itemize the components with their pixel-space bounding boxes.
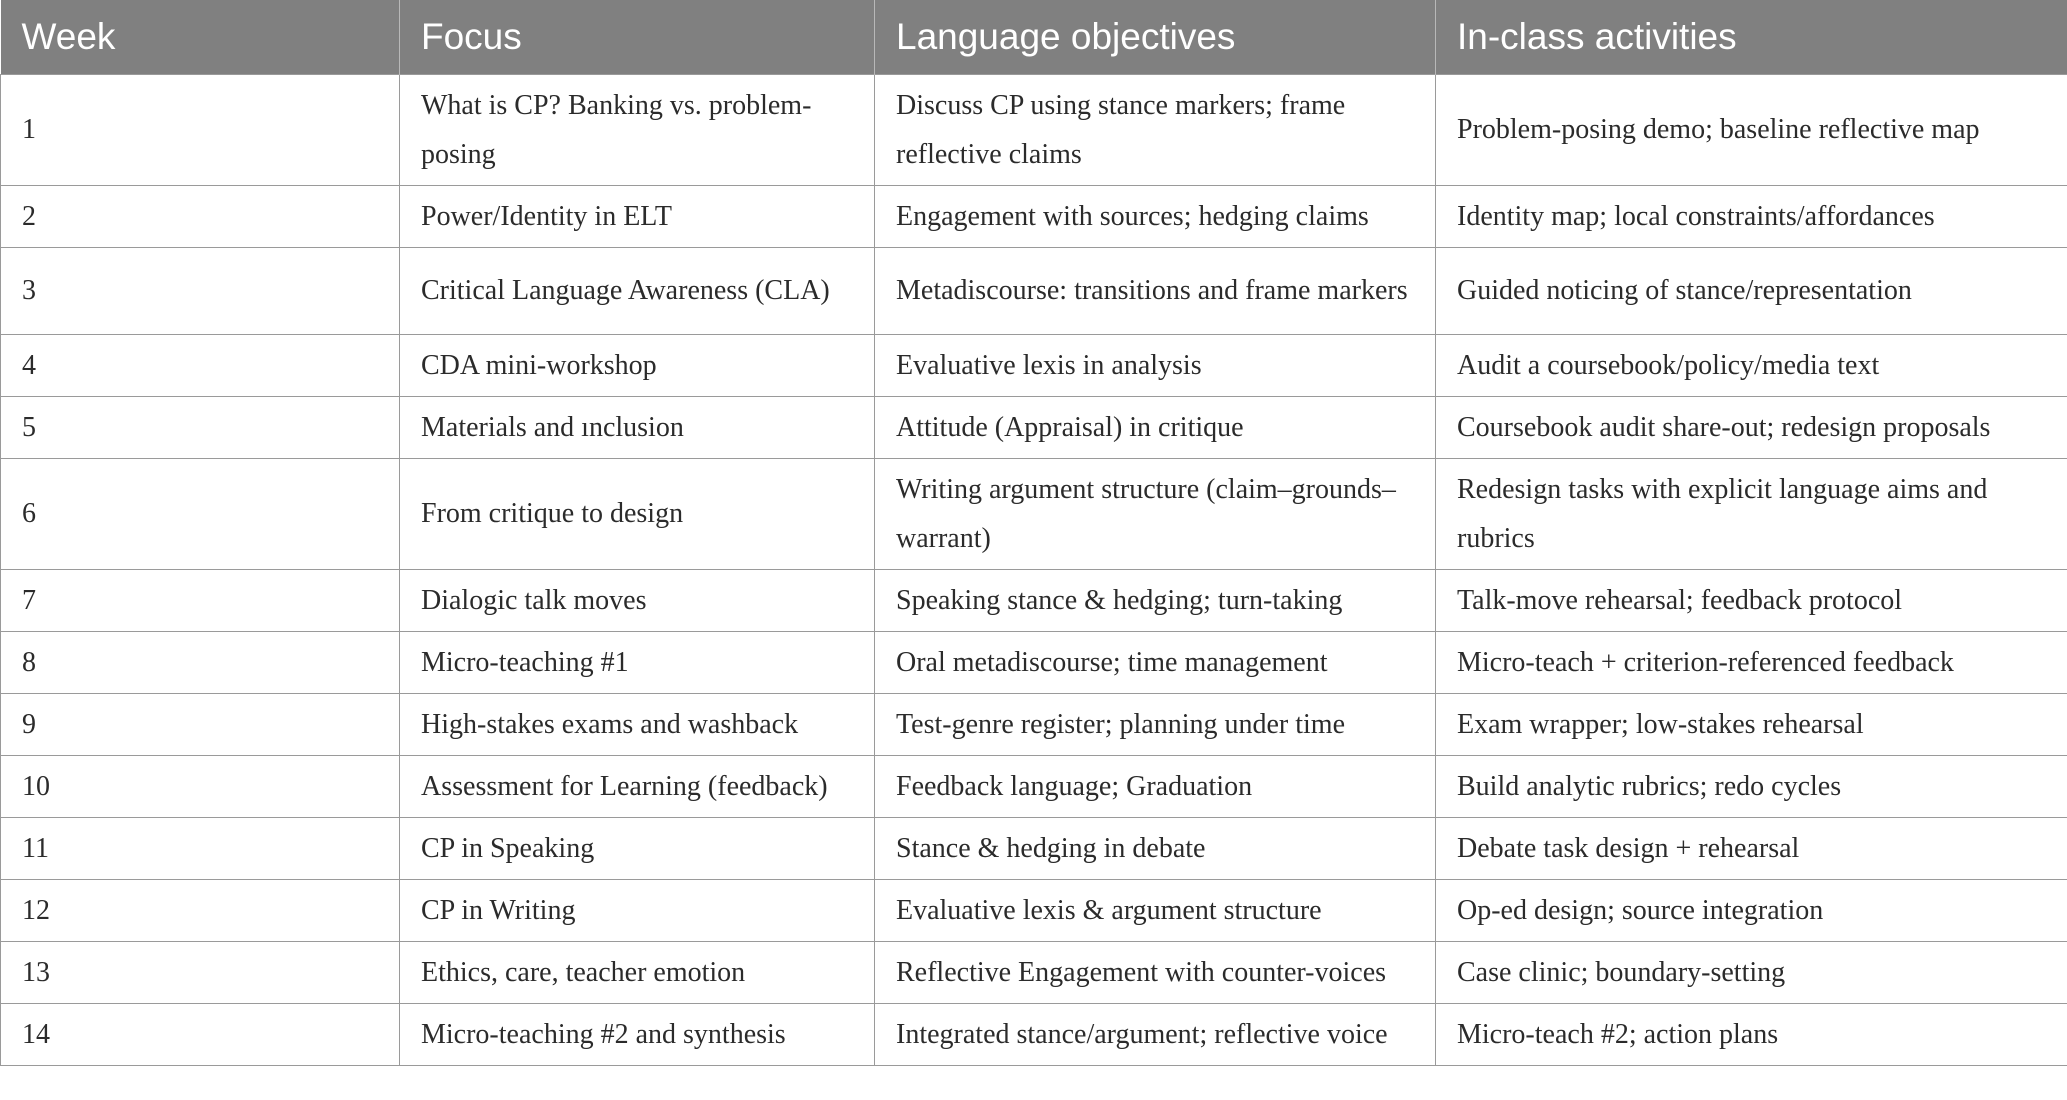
header-focus: Focus — [400, 0, 875, 74]
activities-cell: Identity map; local constraints/affordances — [1436, 185, 2067, 247]
objectives-cell: Speaking stance & hedging; turn-taking — [875, 569, 1436, 631]
week-cell: 2 — [1, 185, 400, 247]
activities-cell: Case clinic; boundary-setting — [1436, 941, 2067, 1003]
table-row — [1, 458, 2067, 569]
week-cell: 6 — [1, 458, 400, 569]
week-cell: 12 — [1, 879, 400, 941]
objectives-cell: Oral metadiscourse; time management — [875, 631, 1436, 693]
table-row — [1, 569, 2067, 631]
week-cell: 11 — [1, 817, 400, 879]
activities-cell: Exam wrapper; low-stakes rehearsal — [1436, 693, 2067, 755]
activities-cell: Op-ed design; source integration — [1436, 879, 2067, 941]
week-cell: 13 — [1, 941, 400, 1003]
focus-cell: High-stakes exams and washback — [400, 693, 875, 755]
table-row — [1, 879, 2067, 941]
table-row — [1, 1003, 2067, 1065]
header-week: Week — [1, 0, 400, 74]
focus-cell: CP in Speaking — [400, 817, 875, 879]
table-row — [1, 631, 2067, 693]
focus-cell: Micro-teaching #1 — [400, 631, 875, 693]
week-cell: 10 — [1, 755, 400, 817]
table-header — [1, 0, 2067, 74]
activities-cell: Coursebook audit share-out; redesign proposals — [1436, 396, 2067, 458]
activities-cell: Talk-move rehearsal; feedback protocol — [1436, 569, 2067, 631]
activities-cell: Micro-teach #2; action plans — [1436, 1003, 2067, 1065]
activities-cell: Redesign tasks with explicit language aims and rubrics — [1436, 458, 2067, 569]
objectives-cell: Writing argument structure (claim–grounds–warrant) — [875, 458, 1436, 569]
focus-cell: From critique to design — [400, 458, 875, 569]
week-cell: 7 — [1, 569, 400, 631]
table-row — [1, 693, 2067, 755]
focus-cell: CP in Writing — [400, 879, 875, 941]
activities-cell: Guided noticing of stance/representation — [1436, 247, 2067, 334]
activities-cell: Problem-posing demo; baseline reflective map — [1436, 74, 2067, 185]
table-row — [1, 334, 2067, 396]
table-body — [1, 74, 2067, 1065]
objectives-cell: Evaluative lexis & argument structure — [875, 879, 1436, 941]
activities-cell: Audit a coursebook/policy/media text — [1436, 334, 2067, 396]
table-row — [1, 755, 2067, 817]
focus-cell: Micro-teaching #2 and synthesis — [400, 1003, 875, 1065]
table-row — [1, 247, 2067, 334]
week-cell: 5 — [1, 396, 400, 458]
week-cell: 8 — [1, 631, 400, 693]
activities-cell: Debate task design + rehearsal — [1436, 817, 2067, 879]
focus-cell: CDA mini-workshop — [400, 334, 875, 396]
week-cell: 14 — [1, 1003, 400, 1065]
table-row — [1, 74, 2067, 185]
header-row — [1, 0, 2067, 74]
focus-cell: Dialogic talk moves — [400, 569, 875, 631]
week-cell: 1 — [1, 74, 400, 185]
objectives-cell: Test-genre register; planning under time — [875, 693, 1436, 755]
focus-cell: Assessment for Learning (feedback) — [400, 755, 875, 817]
objectives-cell: Metadiscourse: transitions and frame markers — [875, 247, 1436, 334]
focus-cell: Critical Language Awareness (CLA) — [400, 247, 875, 334]
objectives-cell: Engagement with sources; hedging claims — [875, 185, 1436, 247]
focus-cell: What is CP? Banking vs. problem-posing — [400, 74, 875, 185]
objectives-cell: Evaluative lexis in analysis — [875, 334, 1436, 396]
activities-cell: Micro-teach + criterion-referenced feedback — [1436, 631, 2067, 693]
week-cell: 9 — [1, 693, 400, 755]
table-row — [1, 941, 2067, 1003]
table-row — [1, 817, 2067, 879]
objectives-cell: Attitude (Appraisal) in critique — [875, 396, 1436, 458]
objectives-cell: Stance & hedging in debate — [875, 817, 1436, 879]
focus-cell: Ethics, care, teacher emotion — [400, 941, 875, 1003]
objectives-cell: Reflective Engagement with counter-voices — [875, 941, 1436, 1003]
objectives-cell: Discuss CP using stance markers; frame reflective claims — [875, 74, 1436, 185]
table-row — [1, 185, 2067, 247]
week-cell: 3 — [1, 247, 400, 334]
activities-cell: Build analytic rubrics; redo cycles — [1436, 755, 2067, 817]
objectives-cell: Integrated stance/argument; reflective voice — [875, 1003, 1436, 1065]
objectives-cell: Feedback language; Graduation — [875, 755, 1436, 817]
header-language-objectives: Language objectives — [875, 0, 1436, 74]
focus-cell: Materials and ınclusion — [400, 396, 875, 458]
header-in-class-activities: In-class activities — [1436, 0, 2067, 74]
week-cell: 4 — [1, 334, 400, 396]
focus-cell: Power/Identity in ELT — [400, 185, 875, 247]
table-row — [1, 396, 2067, 458]
